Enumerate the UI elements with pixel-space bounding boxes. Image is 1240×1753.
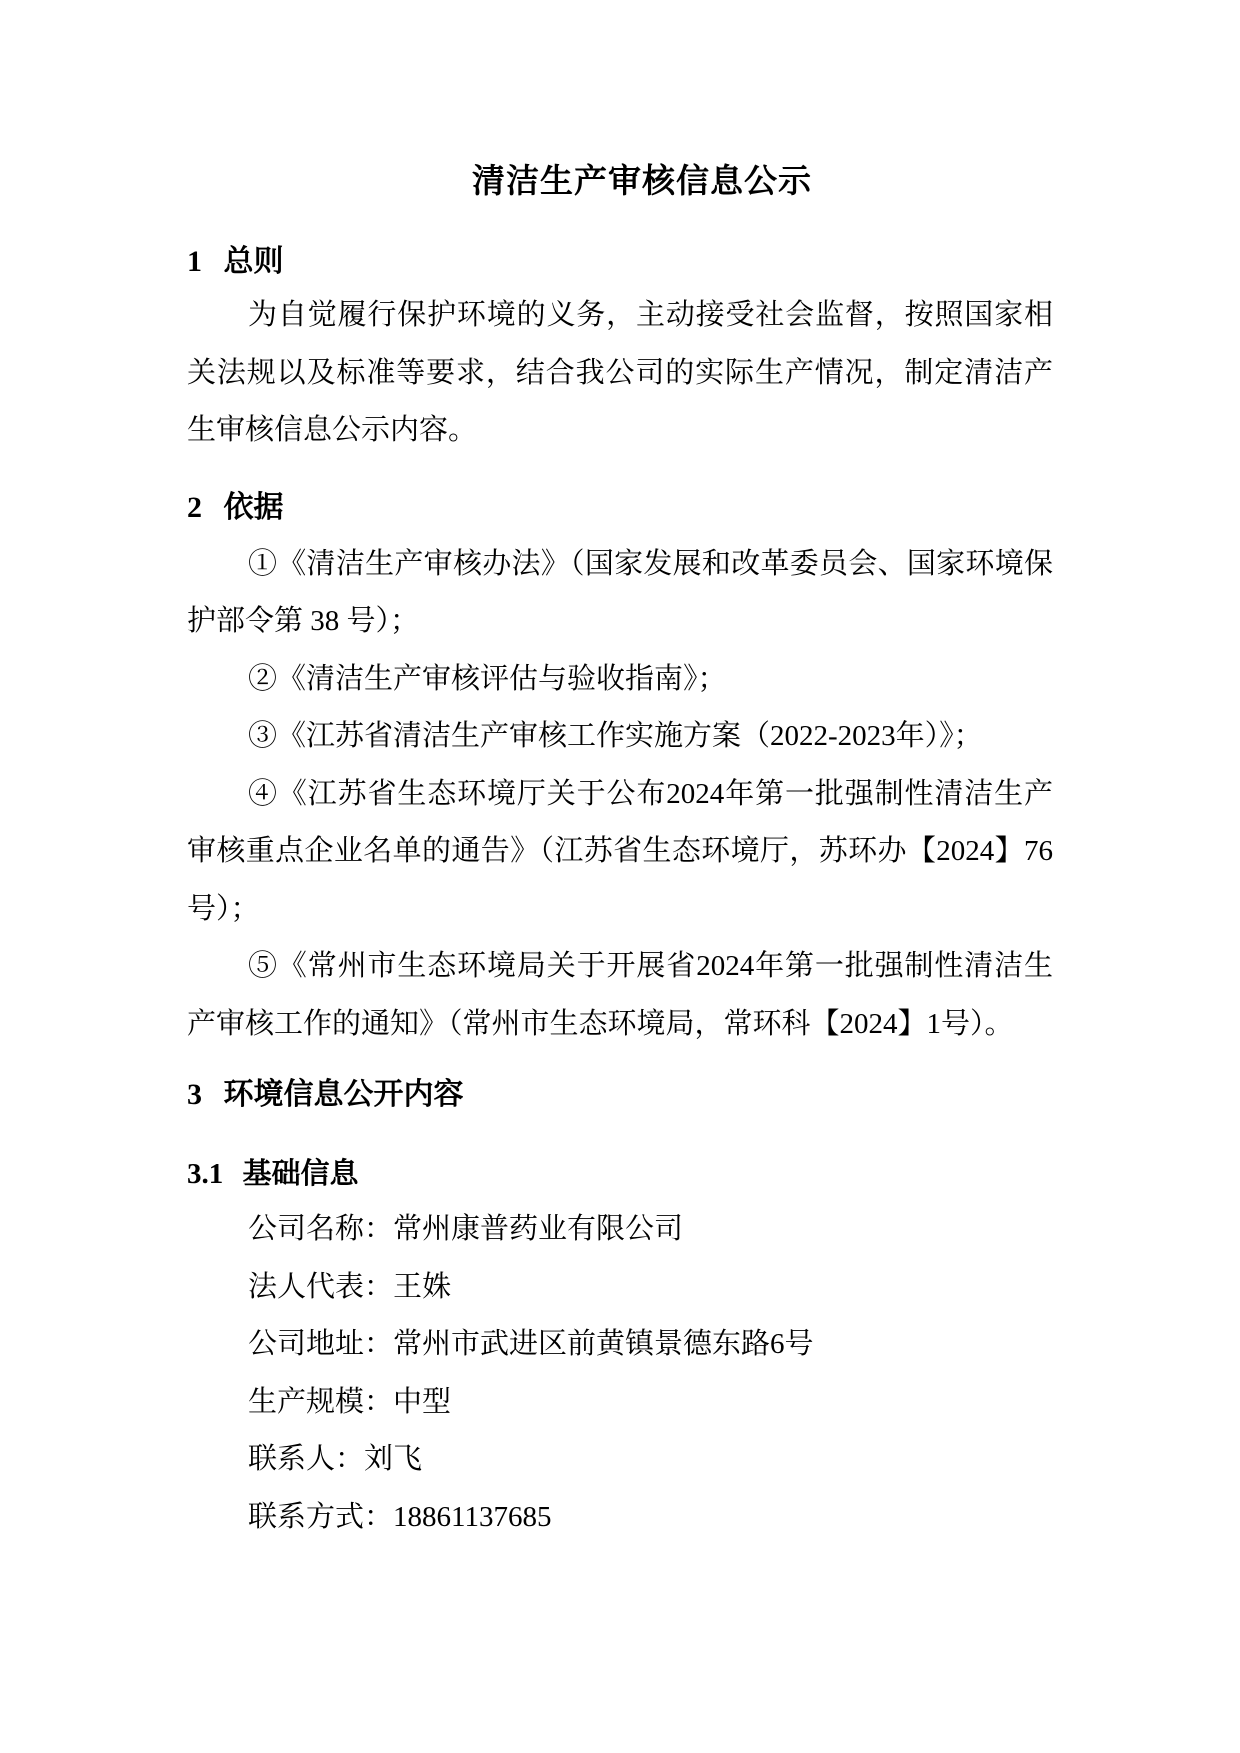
info-line-company-name <box>187 1201 1053 1259</box>
heading-general-text: 总则 <box>223 245 284 278</box>
basis-reference-item: ⑤《常州市生态环境局关于开展省2024年第一批强制性清洁生产审核工作的通知》（常州市生态环境局，常环科【2024】1号）。 <box>187 950 1053 1040</box>
info-label: 联系人： <box>248 1443 365 1475</box>
info-label: 联系方式： <box>248 1500 394 1533</box>
heading-basis <box>187 488 1053 528</box>
info-line-contact-person <box>187 1431 1053 1489</box>
basis-reference-list <box>187 536 1053 1054</box>
info-line-contact-phone <box>187 1489 1053 1547</box>
heading-disclosure-text: 环境信息公开内容 <box>223 1078 464 1111</box>
info-value: 常州康普药业有限公司 <box>393 1213 684 1245</box>
info-value: 常州市武进区前黄镇景德东路6号 <box>393 1328 814 1360</box>
info-label: 公司名称： <box>248 1213 394 1245</box>
basis-reference-item: ③《江苏省清洁生产审核工作实施方案（2022-2023年）》； <box>248 720 983 752</box>
heading-basic-info <box>187 1154 1053 1194</box>
heading-basic-info-text: 基础信息 <box>242 1158 359 1190</box>
info-label: 生产规模： <box>248 1385 394 1418</box>
basis-reference-item: ①《清洁生产审核办法》（国家发展和改革委员会、国家环境保护部令第 38 号）； <box>187 547 1053 637</box>
info-value: 18861137685 <box>393 1500 552 1533</box>
info-line-production-scale <box>187 1374 1053 1432</box>
info-value: 中型 <box>393 1385 452 1418</box>
heading-basic-info-number: 3.1 <box>187 1158 224 1190</box>
basis-reference-item: ②《清洁生产审核评估与验收指南》； <box>248 662 727 695</box>
heading-general-number: 1 <box>187 245 202 278</box>
heading-disclosure <box>187 1075 1053 1115</box>
info-value: 王姝 <box>393 1270 452 1303</box>
heading-general <box>187 242 1053 282</box>
heading-disclosure-number: 3 <box>187 1078 202 1111</box>
basis-reference-item: ④《江苏省生态环境厅关于公布2024年第一批强制性清洁生产审核重点企业名单的通告》（江苏省生态环境厅，苏环办【2024】76号）； <box>187 777 1053 925</box>
info-label: 公司地址： <box>248 1328 394 1360</box>
info-value: 刘飞 <box>364 1443 423 1475</box>
info-line-company-address <box>187 1316 1053 1374</box>
document-title: 清洁生产审核信息公示 <box>472 164 812 200</box>
info-line-legal-representative <box>187 1259 1053 1317</box>
heading-basis-number: 2 <box>187 490 202 524</box>
document-content <box>187 0 1053 1546</box>
basic-info-list <box>187 1201 1053 1546</box>
paragraph-general: 为自觉履行保护环境的义务，主动接受社会监督，按照国家相关法规以及标准等要求，结合我公司的实际生产情况，制定清洁产生审核信息公示内容。 <box>187 299 1053 446</box>
info-label: 法人代表： <box>248 1270 394 1303</box>
heading-basis-text: 依据 <box>223 490 284 524</box>
